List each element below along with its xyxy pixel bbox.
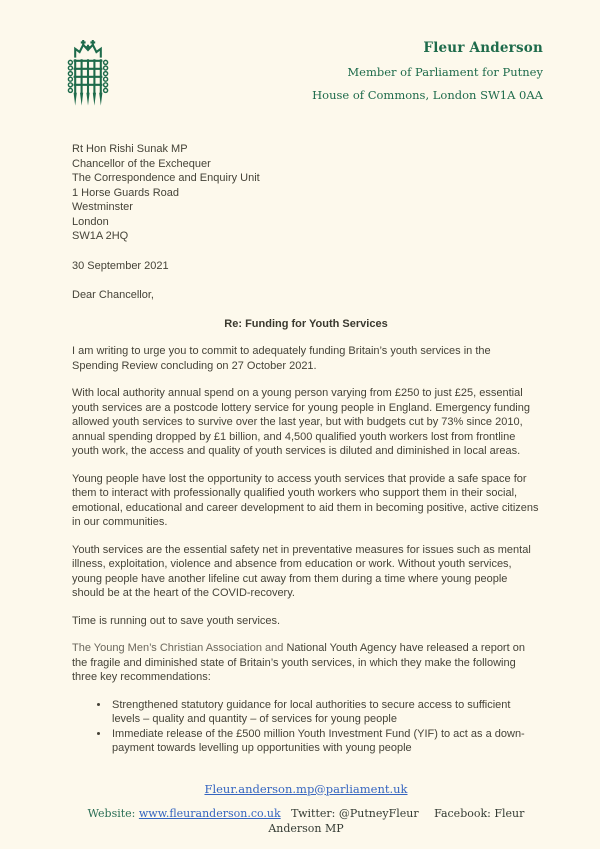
salutation: Dear Chancellor, <box>72 289 154 301</box>
letterhead <box>0 0 600 108</box>
recipient-line: The Correspondence and Enquiry Unit <box>72 172 260 184</box>
subject-line: Re: Funding for Youth Services <box>224 317 388 330</box>
sender-address: House of Commons, London SW1A 0AA <box>312 88 543 102</box>
sender-block <box>312 36 543 102</box>
email-row <box>72 782 540 797</box>
paragraph: I am writing to urge you to commit to adequately funding Britain’s youth services in the Spending Review concluding on 27 October 2021. <box>72 345 491 372</box>
facebook-label: Facebook: <box>434 807 491 820</box>
recipient-line: Westminster <box>72 201 133 213</box>
twitter-label: Twitter: <box>291 807 336 820</box>
letter-date: 30 September 2021 <box>72 259 169 272</box>
recipient-address-block <box>72 142 540 244</box>
paragraph <box>72 641 540 685</box>
sender-role: Member of Parliament for Putney <box>347 65 543 79</box>
recipient-line: Rt Hon Rishi Sunak MP <box>72 143 188 155</box>
facebook-name: Fleur Anderson MP <box>268 807 525 835</box>
website-link[interactable]: www.fleuranderson.co.uk <box>138 807 281 820</box>
recommendations-list <box>72 698 540 756</box>
letter-body <box>72 142 540 836</box>
house-of-commons-portcullis-icon <box>64 36 112 108</box>
list-item: • Strengthened statutory guidance for local authorities to secure access to sufficient levels – quality and quantity – of services for young people <box>110 698 540 727</box>
sender-name: Fleur Anderson <box>423 40 543 56</box>
report-paragraph-intro: The Young Men’s Christian Association and <box>72 642 287 654</box>
twitter-handle: @PutneyFleur <box>338 807 419 820</box>
paragraph: Young people have lost the opportunity to access youth services that provide a safe space for them to interact with professionally qualified youth workers who support them in their social, emotional, educational and career development to aid them in becoming positive, active citizens in our communities. <box>72 472 539 528</box>
email-link[interactable]: Fleur.anderson.mp@parliament.uk <box>204 781 408 796</box>
paragraph: Time is running out to save youth services. <box>72 614 281 627</box>
recipient-line: Chancellor of the Exchequer <box>72 157 211 170</box>
recipient-line: London <box>72 215 109 228</box>
recipient-line: 1 Horse Guards Road <box>72 186 179 199</box>
report-paragraph-rest: National Youth Agency have released a report on the fragile and diminished state of Britain’s youth services, in which they make the following three key recommendations: <box>72 642 525 683</box>
contact-footer <box>72 807 540 836</box>
paragraph: With local authority annual spend on a young person varying from £250 to just £25, essential youth services are a postcode lottery service for young people in England. Emergency funding allowed youth services to survive over the last year, but with budgets cut by 73% since 2010, annual spending dropped by £1 billion, and 4,500 qualified youth workers lost from frontline youth work, the access and quality of youth services is diluted and diminished in local areas. <box>72 387 530 457</box>
list-item: • Immediate release of the £500 million Youth Investment Fund (YIF) to act as a down-payment towards levelling up opportunities with young people <box>110 727 540 756</box>
recipient-line: SW1A 2HQ <box>72 230 129 242</box>
paragraph: Youth services are the essential safety net in preventative measures for issues such as mental illness, exploitation, violence and absence from education or work. Without youth services, young people have another lifeline cut away from them during a time where young people should be at the heart of the COVID-recovery. <box>72 543 531 599</box>
website-label: Website: <box>87 807 136 820</box>
